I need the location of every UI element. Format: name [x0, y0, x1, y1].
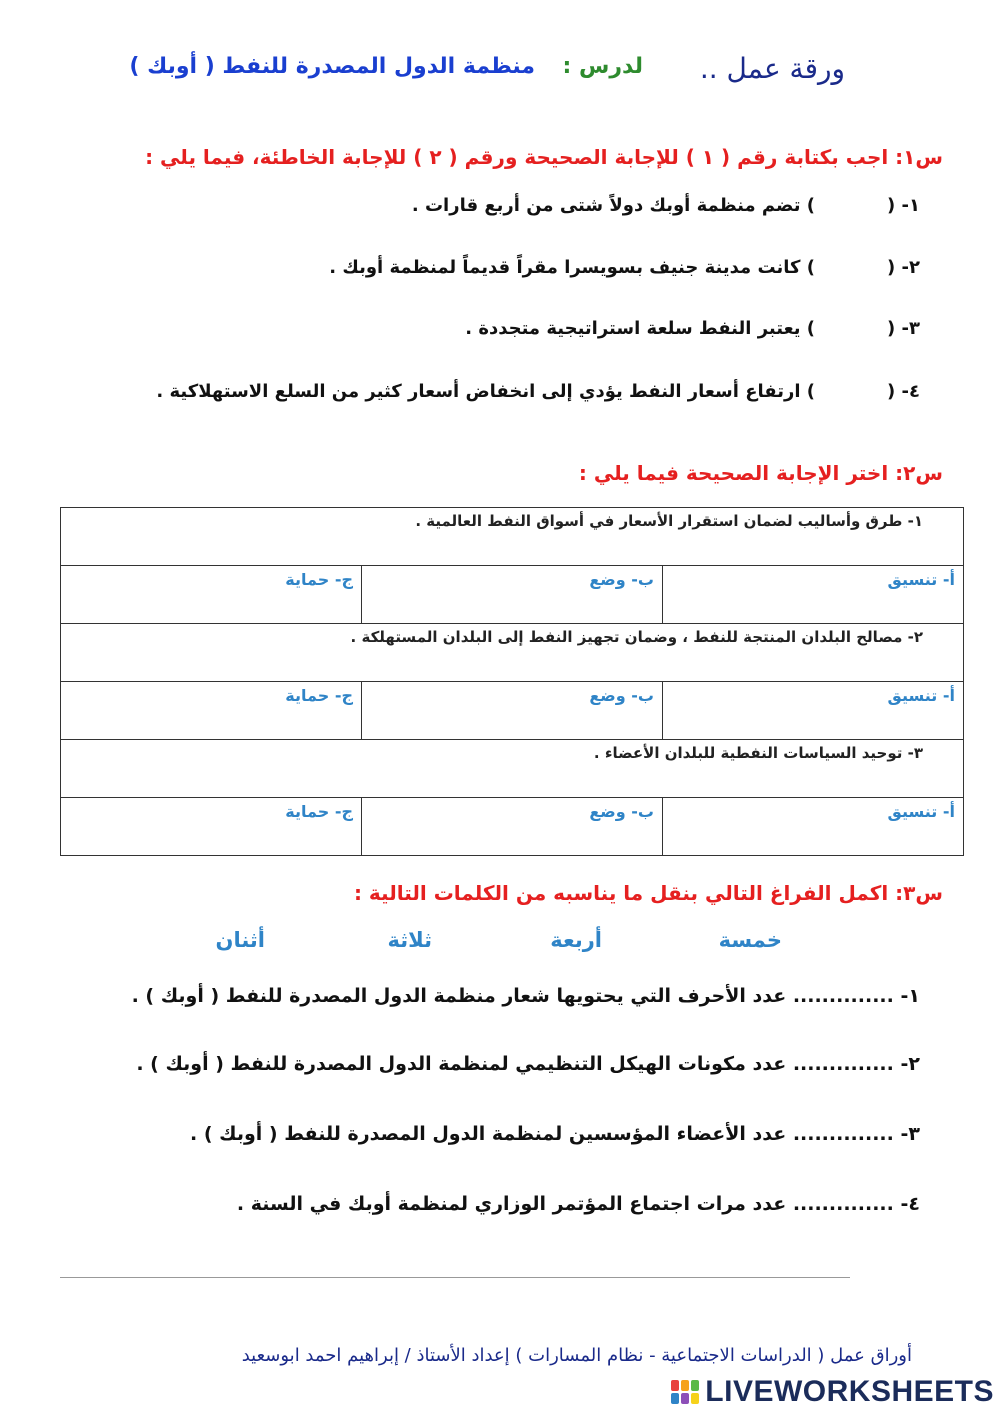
logo-square — [691, 1380, 699, 1391]
worksheet-title: ورقة عمل .. — [699, 52, 845, 85]
mcq-stem-row — [61, 740, 964, 798]
q1-title: س١: اجب بكتابة رقم ( ١ ) للإجابة الصحيحة ورقم ( ٢ ) للإجابة الخاطئة، فيما يلي : — [145, 145, 943, 169]
tf-item-4 — [156, 381, 920, 402]
mcq-option-c[interactable]: ج- حماية — [61, 682, 362, 740]
fill-blank-text: عدد الأحرف التي يحتويها شعار منظمة الدول المصدرة للنفط ( أوبك ) . — [131, 985, 787, 1007]
fill-blank-input[interactable]: .............. — [792, 1123, 894, 1145]
tf-item-text: ) تضم منظمة أوبك دولاً شتى من أربع قارات . — [411, 195, 815, 216]
liveworksheets-logo-icon — [671, 1380, 699, 1404]
fill-blank-input[interactable]: .............. — [792, 985, 894, 1007]
logo-square — [681, 1393, 689, 1404]
liveworksheets-logo-text: LIVEWORKSHEETS — [705, 1375, 994, 1408]
tf-item-2 — [329, 257, 920, 278]
mcq-stem: ٢- مصالح البلدان المنتجة للنفط ، وضمان تجهيز النفط إلى البلدان المستهلكة . — [61, 624, 964, 682]
fill-blank-input[interactable]: .............. — [792, 1193, 894, 1215]
word-bank-item[interactable]: خمسة — [718, 928, 782, 952]
logo-square — [681, 1380, 689, 1391]
mcq-table — [60, 507, 964, 856]
tf-item-text: ) يعتبر النفط سلعة استراتيجية متجددة . — [465, 318, 815, 339]
logo-square — [671, 1393, 679, 1404]
fill-blank-number: ٤- — [900, 1193, 920, 1215]
mcq-options-row — [61, 682, 964, 740]
mcq-option-b[interactable]: ب- وضع — [362, 566, 663, 624]
tf-item-text: ) ارتفاع أسعار النفط يؤدي إلى انخفاض أسعار كثير من السلع الاستهلاكية . — [156, 381, 815, 402]
word-bank-item[interactable]: أربعة — [550, 928, 602, 952]
fill-blank-item-1 — [132, 985, 920, 1007]
footer-divider — [60, 1277, 850, 1278]
mcq-option-c[interactable]: ج- حماية — [61, 566, 362, 624]
mcq-stem: ١- طرق وأساليب لضمان استقرار الأسعار في أسواق النفط العالمية . — [61, 508, 964, 566]
fill-blank-text: عدد مكونات الهيكل التنظيمي لمنظمة الدول المصدرة للنفط ( أوبك ) . — [136, 1053, 787, 1075]
fill-blank-item-2 — [136, 1053, 920, 1075]
mcq-option-a[interactable]: أ- تنسيق — [663, 798, 964, 856]
fill-blank-text: عدد مرات اجتماع المؤتمر الوزاري لمنظمة أوبك في السنة . — [236, 1193, 787, 1215]
mcq-stem: ٣- توحيد السياسات النفطية للبلدان الأعضاء . — [61, 740, 964, 798]
tf-item-1 — [412, 195, 920, 216]
mcq-option-a[interactable]: أ- تنسيق — [663, 566, 964, 624]
tf-item-number[interactable]: ٢- ( — [887, 257, 920, 278]
fill-blank-number: ١- — [900, 985, 920, 1007]
mcq-option-c[interactable]: ج- حماية — [61, 798, 362, 856]
mcq-option-b[interactable]: ب- وضع — [362, 682, 663, 740]
footer-credit: أوراق عمل ( الدراسات الاجتماعية - نظام المسارات ) إعداد الأستاذ / إبراهيم احمد ابوسعيد — [241, 1345, 912, 1366]
fill-blank-number: ٣- — [900, 1123, 920, 1145]
fill-blank-item-4 — [237, 1193, 920, 1215]
liveworksheets-logo — [671, 1375, 994, 1409]
mcq-option-b[interactable]: ب- وضع — [362, 798, 663, 856]
tf-item-number[interactable]: ٤- ( — [887, 381, 920, 402]
word-bank-item[interactable]: أثنان — [215, 928, 265, 952]
mcq-stem-row — [61, 508, 964, 566]
lesson-topic: منظمة الدول المصدرة للنفط ( أوبك ) — [129, 54, 535, 79]
fill-blank-item-3 — [190, 1123, 920, 1145]
logo-square — [671, 1380, 679, 1391]
fill-blank-text: عدد الأعضاء المؤسسين لمنظمة الدول المصدرة للنفط ( أوبك ) . — [190, 1123, 787, 1145]
lesson-label: لدرس : — [562, 54, 643, 79]
q2-title: س٢: اختر الإجابة الصحيحة فيما يلي : — [578, 461, 943, 485]
logo-square — [691, 1393, 699, 1404]
mcq-stem-row — [61, 624, 964, 682]
fill-blank-number: ٢- — [900, 1053, 920, 1075]
word-bank-item[interactable]: ثلاثة — [387, 928, 432, 952]
q3-title: س٣: اكمل الفراغ التالي بنقل ما يناسبه من الكلمات التالية : — [353, 881, 943, 905]
mcq-options-row — [61, 798, 964, 856]
tf-item-number[interactable]: ٣- ( — [887, 318, 920, 339]
mcq-options-row — [61, 566, 964, 624]
fill-blank-input[interactable]: .............. — [792, 1053, 894, 1075]
mcq-option-a[interactable]: أ- تنسيق — [663, 682, 964, 740]
tf-item-number[interactable]: ١- ( — [887, 195, 920, 216]
tf-item-text: ) كانت مدينة جنيف بسويسرا مقراً قديماً لمنظمة أوبك . — [329, 257, 815, 278]
tf-item-3 — [465, 318, 920, 339]
